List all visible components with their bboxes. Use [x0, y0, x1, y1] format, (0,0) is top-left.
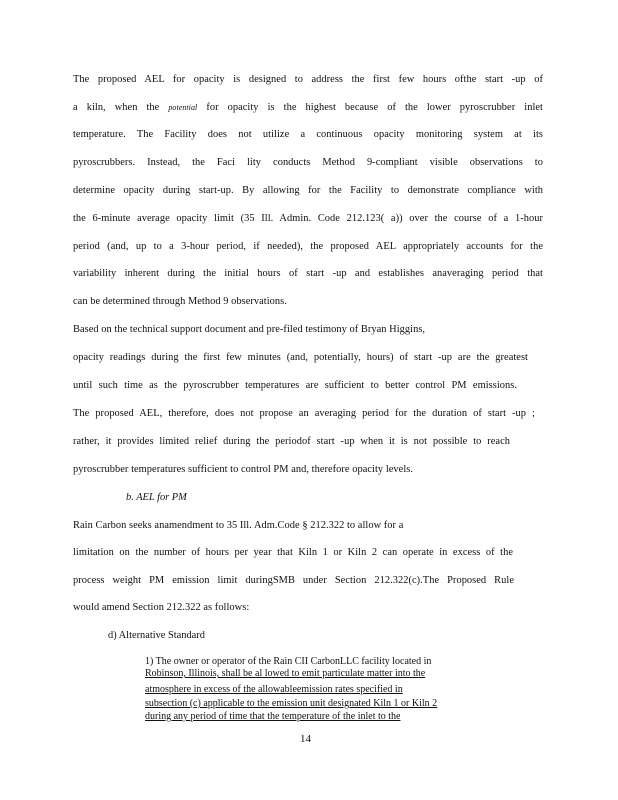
paragraph-3-line-1: Rain Carbon seeks anamendment to 35 Ill. Adm.Code § 212.322 to allow for a	[73, 520, 404, 531]
paragraph-1-line-3: temperature. The Facility does not utilize a continuous opacity monitoring system at its	[73, 129, 543, 140]
heading-aelpm: b. AEL for PM	[126, 492, 187, 503]
paragraph-3-line-2: limitation on the number of hours per year that Kiln 1 or Kiln 2 can operate in excess of the	[73, 547, 513, 558]
paragraph-1-line-5: determine opacity during start-up. By allowing for the Facility to demonstrate compliance with	[73, 185, 543, 196]
potential-word: potential	[168, 103, 198, 112]
paragraph-1-line-2	[73, 102, 543, 114]
paragraph-2-line-1: Based on the technical support document and pre-filed testimony of Bryan Higgins,	[73, 324, 426, 335]
paragraph-1-line-1: The proposed AEL for opacity is designed to address the first few hours ofthe start -up of	[73, 74, 543, 85]
subsection-d-heading: d) Alternative Standard	[108, 630, 205, 641]
quote-line-1: 1) The owner or operator of the Rain CII CarbonLLC facility located in	[145, 656, 432, 667]
page-number: 14	[300, 733, 311, 745]
quote-line-3: atmosphere in excess of the allowableemission rates specified in	[145, 684, 403, 695]
paragraph-1-line-2-start: a kiln, when the	[73, 102, 169, 113]
paragraph-1-line-8: variability inherent during the initial hours of start -up and establishes anaveraging period that	[73, 268, 543, 279]
paragraph-2-line-5: rather, it provides limited relief during the periodof start -up when it is not possible to reach	[73, 436, 510, 447]
paragraph-2-line-3: until such time as the pyroscrubber temperatures are sufficient to better control PM emissions.	[73, 380, 517, 391]
paragraph-1-line-6: the 6-minute average opacity limit (35 Ill. Admin. Code 212.123( a)) over the course of a 1-hour	[73, 213, 543, 224]
paragraph-1-line-2-end: for opacity is the highest because of the lower pyroscrubber inlet	[197, 102, 543, 113]
paragraph-2-line-2: opacity readings during the first few minutes (and, potentially, hours) of start -up are the greatest	[73, 352, 528, 363]
paragraph-2-line-4: The proposed AEL, therefore, does not propose an averaging period for the duration of start -up ;	[73, 408, 535, 419]
paragraph-2-line-6: pyroscrubber temperatures sufficient to control PM and, therefore opacity levels.	[73, 464, 413, 475]
paragraph-1-line-4: pyroscrubbers. Instead, the Faci lity conducts Method 9-compliant visible observations to	[73, 157, 543, 168]
quote-line-5: during any period of time that the temperature of the inlet to the	[145, 711, 401, 722]
paragraph-3-line-3: process weight PM emission limit duringSMB under Section 212.322(c).The Proposed Rule	[73, 575, 514, 586]
paragraph-1-line-7: period (and, up to a 3-hour period, if needed), the proposed AEL appropriately accounts for the	[73, 241, 543, 252]
paragraph-1-line-9: can be determined through Method 9 observations.	[73, 296, 287, 307]
quote-line-2: Robinson, Illinois, shall be al lowed to emit particulate matter into the	[145, 668, 426, 679]
quote-line-4: subsection (c) applicable to the emission unit designated Kiln 1 or Kiln 2	[145, 698, 438, 709]
paragraph-3-line-4: would amend Section 212.322 as follows:	[73, 602, 250, 613]
